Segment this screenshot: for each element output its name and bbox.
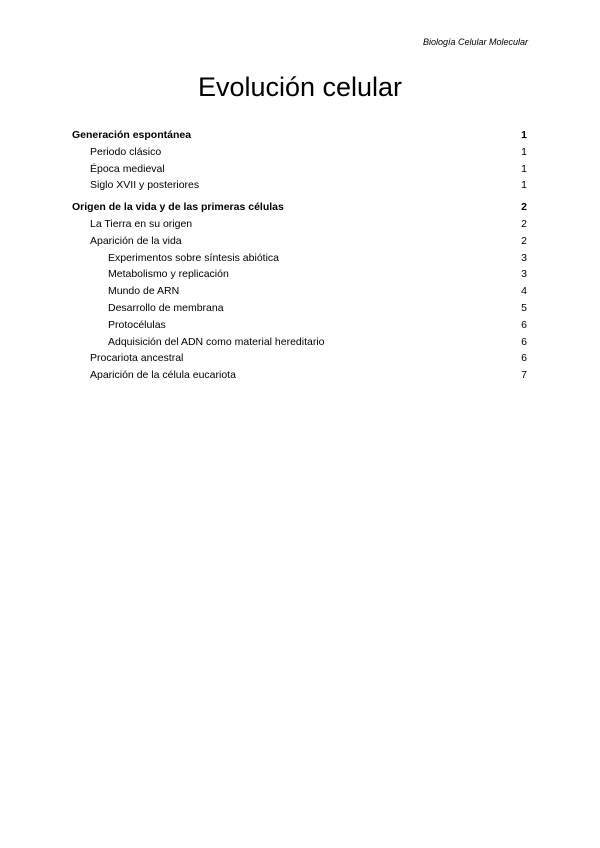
toc-entry-label: Periodo clásico [90,145,162,158]
toc-entry-label: Siglo XVII y posteriores [90,179,200,192]
toc-entry-label: Metabolismo y replicación [108,268,229,281]
toc-entry-page: 2 [521,201,527,214]
toc-entry[interactable] [72,177,527,194]
toc-entry-label: Origen de la vida y de las primeras células [72,201,284,214]
toc-entry-label: Procariota ancestral [90,352,184,365]
toc-entry-page: 2 [521,217,527,230]
page-title: Evolución celular [197,72,403,102]
toc-entry-label: Adquisición del ADN como material hereditario [108,335,325,348]
toc-entry[interactable] [72,283,527,300]
toc-entry-label: Experimentos sobre síntesis abiótica [108,251,279,264]
toc-entry-page: 5 [521,301,527,314]
toc-entry[interactable] [72,250,527,267]
toc-entry[interactable] [72,350,527,367]
table-of-contents [72,127,527,384]
toc-entry-page: 6 [521,335,527,348]
toc-entry-label: Aparición de la vida [90,234,182,247]
toc-entry-page: 2 [521,234,527,247]
toc-entry-page: 4 [521,285,527,298]
toc-entry[interactable] [72,266,527,283]
toc-entry-page: 3 [521,268,527,281]
toc-entry[interactable] [72,367,527,384]
toc-entry-label: Protocélulas [108,318,166,331]
toc-entry[interactable] [72,317,527,334]
toc-entry[interactable] [72,161,527,178]
toc-entry[interactable] [72,233,527,250]
toc-entry[interactable] [72,216,527,233]
toc-entry-page: 1 [521,162,527,175]
toc-entry-page: 7 [521,369,527,382]
toc-entry-page: 1 [521,179,527,192]
toc-entry[interactable] [72,127,527,144]
toc-entry-page: 6 [521,352,527,365]
toc-entry-page: 1 [521,129,527,141]
toc-entry-page: 6 [521,318,527,331]
toc-entry[interactable] [72,144,527,161]
toc-entry[interactable] [72,199,527,216]
toc-entry-label: Mundo de ARN [108,285,180,298]
toc-entry-page: 3 [521,251,527,264]
toc-entry-label: La Tierra en su origen [90,217,193,230]
toc-entry-label: Época medieval [90,162,165,175]
toc-entry[interactable] [72,300,527,317]
running-header: Biología Celular Molecular [422,37,528,47]
toc-entry-label: Generación espontánea [72,129,192,141]
toc-entry-page: 1 [521,145,527,158]
toc-entry[interactable] [72,334,527,351]
toc-entry-label: Aparición de la célula eucariota [90,369,236,382]
toc-entry-label: Desarrollo de membrana [108,301,224,314]
